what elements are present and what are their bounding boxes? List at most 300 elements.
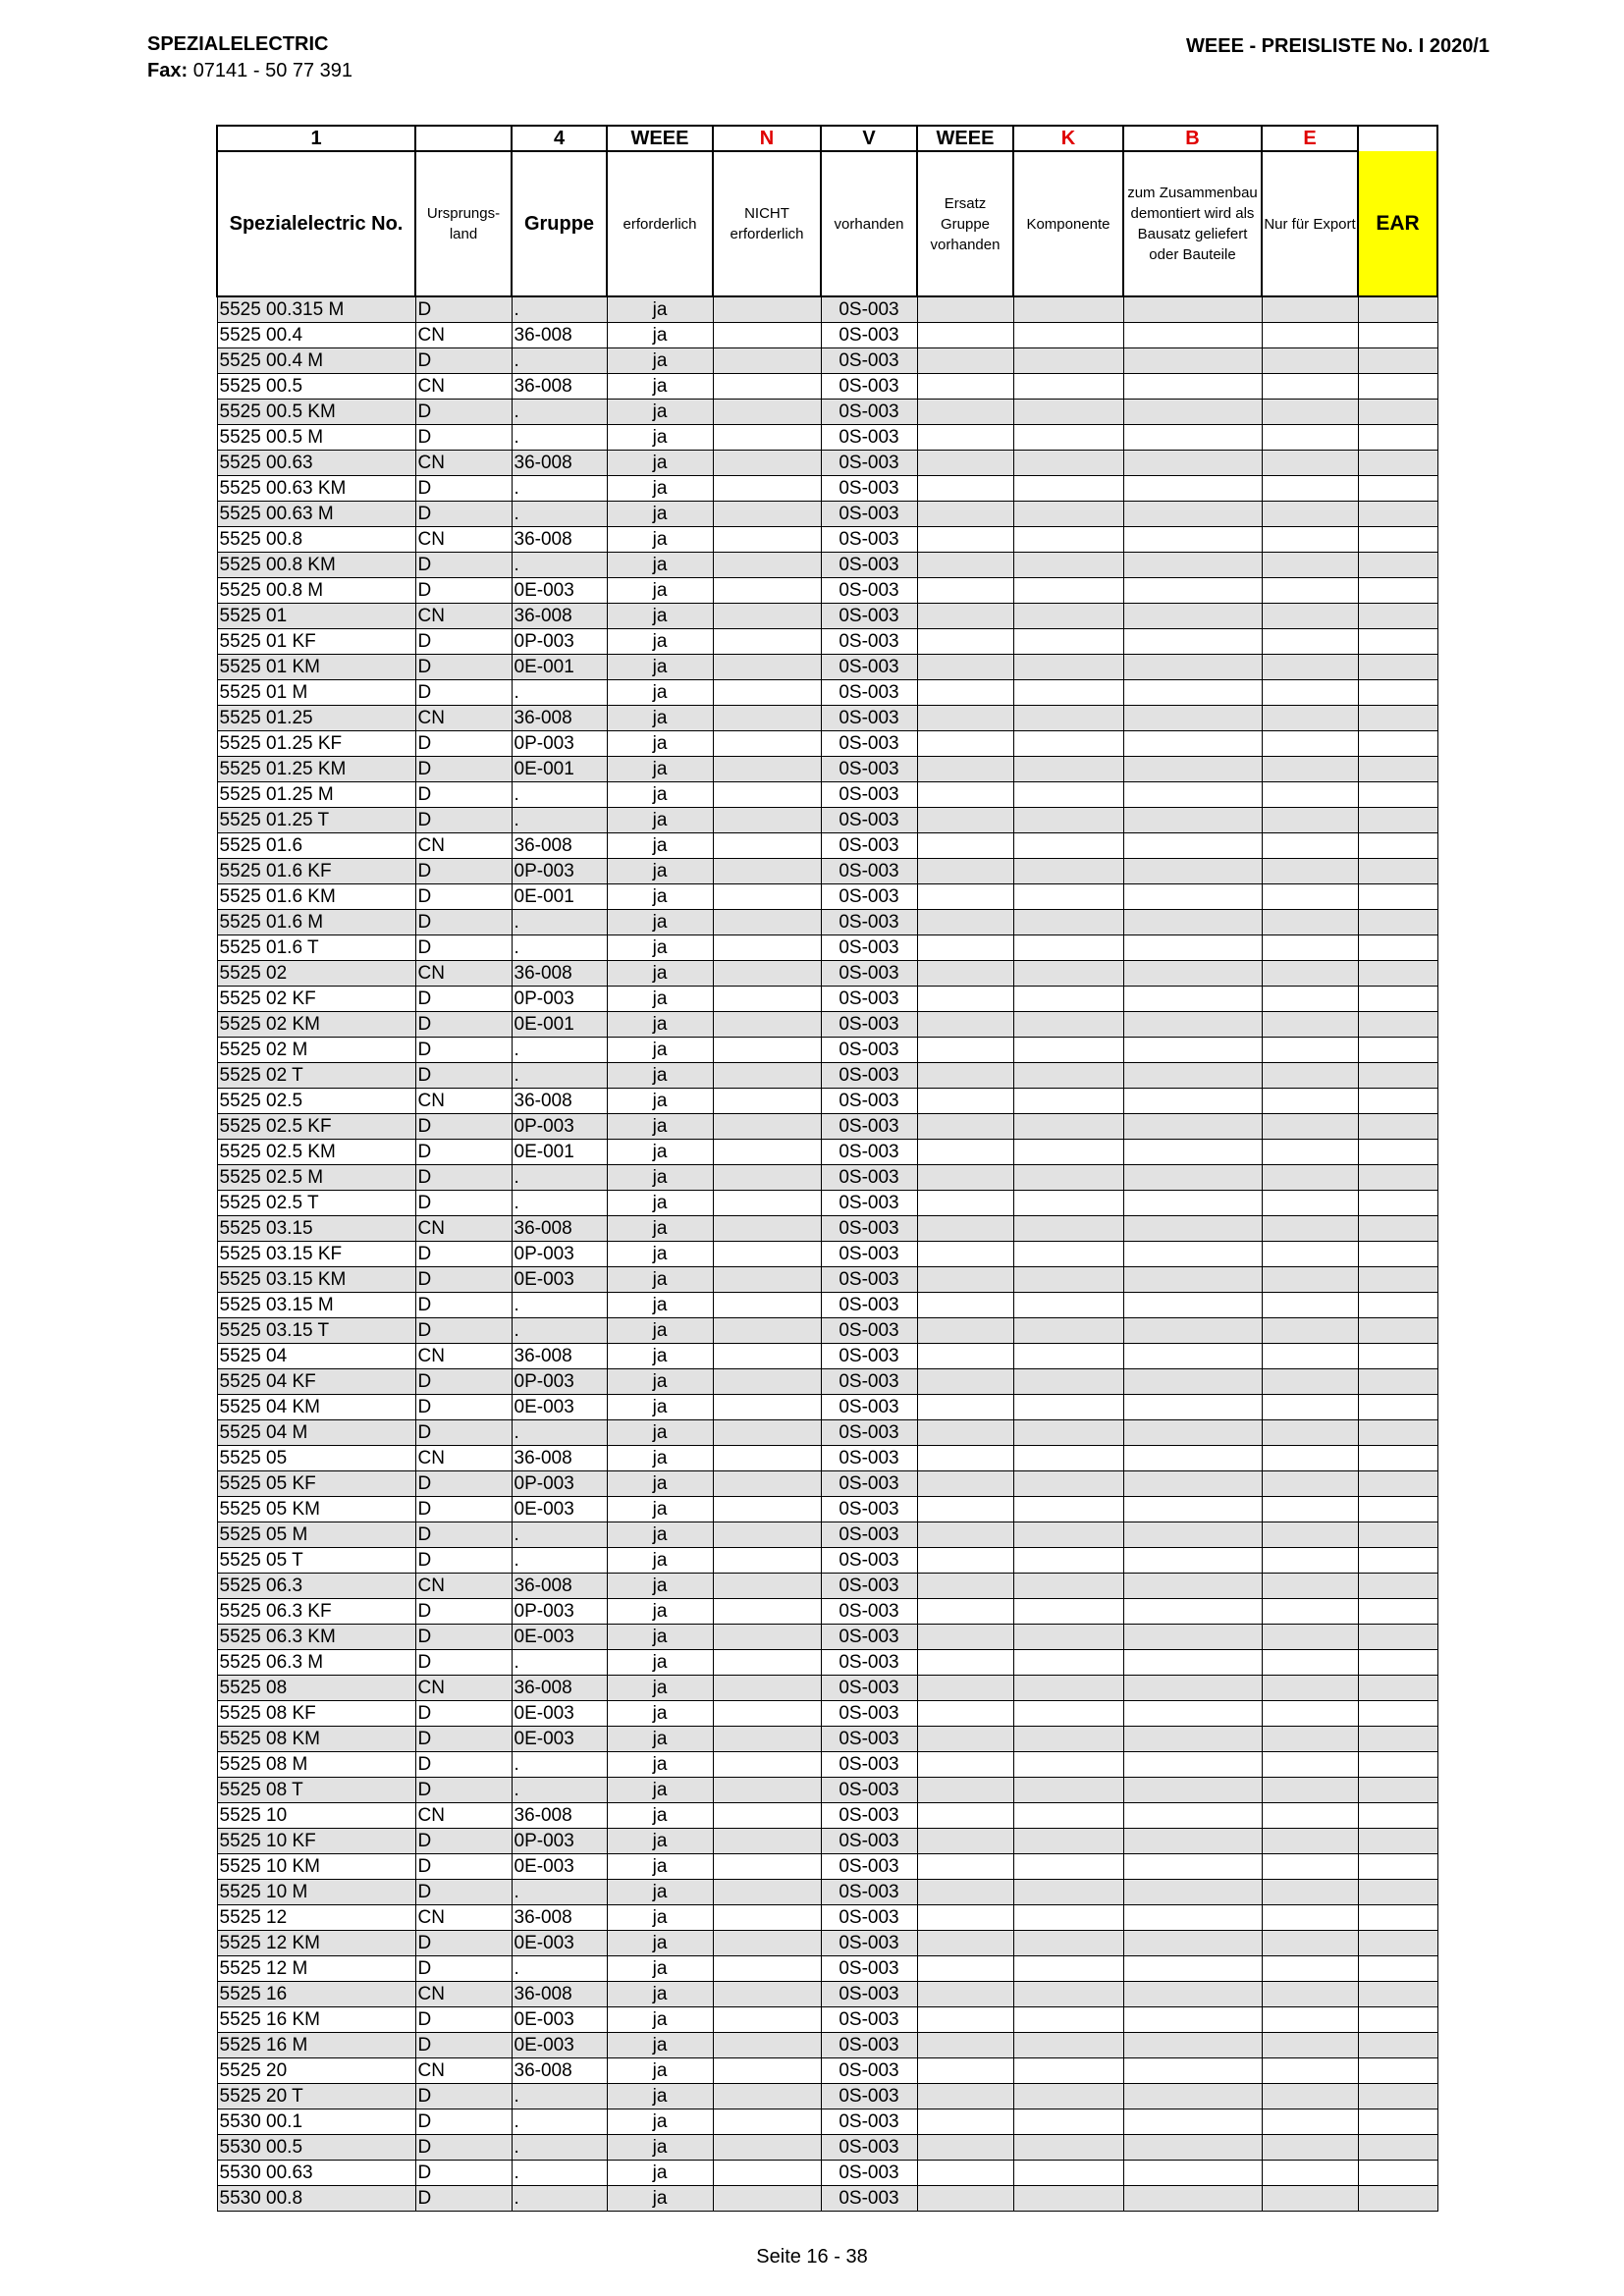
cell-not-required xyxy=(713,1701,821,1727)
cell-assembly xyxy=(1123,2186,1262,2212)
cell-replacement-group xyxy=(917,1140,1013,1165)
cell-article-no: 5525 00.8 xyxy=(217,527,415,553)
cell-export-only xyxy=(1262,476,1358,502)
cell-group: . xyxy=(512,1063,607,1089)
cell-article-no: 5525 03.15 T xyxy=(217,1318,415,1344)
cell-export-only xyxy=(1262,859,1358,884)
cell-replacement-group xyxy=(917,1548,1013,1574)
cell-export-only xyxy=(1262,987,1358,1012)
table-row xyxy=(217,2161,1437,2186)
cell-component xyxy=(1013,2186,1123,2212)
table-row xyxy=(217,706,1437,731)
cell-article-no: 5525 20 xyxy=(217,2058,415,2084)
cell-ear xyxy=(1358,884,1437,910)
cell-ear xyxy=(1358,296,1437,323)
cell-export-only xyxy=(1262,1293,1358,1318)
cell-origin: CN xyxy=(415,1089,512,1114)
cell-origin: D xyxy=(415,1369,512,1395)
code-cell-4: 4 xyxy=(512,126,607,151)
table-row xyxy=(217,2084,1437,2109)
cell-not-required xyxy=(713,1497,821,1522)
cell-replacement-group xyxy=(917,400,1013,425)
cell-component xyxy=(1013,1497,1123,1522)
cell-present: 0S-003 xyxy=(821,1063,917,1089)
cell-article-no: 5525 06.3 KF xyxy=(217,1599,415,1625)
cell-not-required xyxy=(713,961,821,987)
cell-export-only xyxy=(1262,323,1358,348)
cell-article-no: 5525 05 KF xyxy=(217,1471,415,1497)
cell-required: ja xyxy=(607,1650,713,1676)
cell-required: ja xyxy=(607,527,713,553)
cell-present: 0S-003 xyxy=(821,2007,917,2033)
cell-export-only xyxy=(1262,1140,1358,1165)
cell-present: 0S-003 xyxy=(821,1267,917,1293)
cell-article-no: 5525 02.5 xyxy=(217,1089,415,1114)
code-cell-2 xyxy=(415,126,512,151)
table-row xyxy=(217,1420,1437,1446)
cell-origin: D xyxy=(415,1267,512,1293)
cell-required: ja xyxy=(607,1982,713,2007)
cell-group: 36-008 xyxy=(512,1344,607,1369)
cell-component xyxy=(1013,1420,1123,1446)
cell-export-only xyxy=(1262,578,1358,604)
cell-required: ja xyxy=(607,1420,713,1446)
cell-origin: D xyxy=(415,1752,512,1778)
cell-origin: D xyxy=(415,884,512,910)
cell-assembly xyxy=(1123,961,1262,987)
cell-replacement-group xyxy=(917,987,1013,1012)
cell-article-no: 5525 03.15 KM xyxy=(217,1267,415,1293)
cell-present: 0S-003 xyxy=(821,2033,917,2058)
cell-article-no: 5525 10 M xyxy=(217,1880,415,1905)
cell-export-only xyxy=(1262,2033,1358,2058)
cell-ear xyxy=(1358,527,1437,553)
cell-component xyxy=(1013,1676,1123,1701)
cell-ear xyxy=(1358,348,1437,374)
cell-group: 36-008 xyxy=(512,1216,607,1242)
cell-origin: CN xyxy=(415,451,512,476)
cell-component xyxy=(1013,1701,1123,1727)
cell-present: 0S-003 xyxy=(821,884,917,910)
table-row xyxy=(217,1548,1437,1574)
cell-group: 0E-003 xyxy=(512,1727,607,1752)
cell-component xyxy=(1013,2033,1123,2058)
cell-replacement-group xyxy=(917,731,1013,757)
cell-ear xyxy=(1358,1114,1437,1140)
cell-replacement-group xyxy=(917,1242,1013,1267)
cell-component xyxy=(1013,2109,1123,2135)
cell-present: 0S-003 xyxy=(821,604,917,629)
cell-origin: D xyxy=(415,1038,512,1063)
cell-assembly xyxy=(1123,578,1262,604)
cell-replacement-group xyxy=(917,833,1013,859)
cell-component xyxy=(1013,1982,1123,2007)
cell-origin: D xyxy=(415,400,512,425)
cell-component xyxy=(1013,527,1123,553)
cell-export-only xyxy=(1262,425,1358,451)
cell-not-required xyxy=(713,655,821,680)
cell-present: 0S-003 xyxy=(821,527,917,553)
cell-assembly xyxy=(1123,1471,1262,1497)
cell-origin: D xyxy=(415,1522,512,1548)
cell-export-only xyxy=(1262,731,1358,757)
cell-component xyxy=(1013,1727,1123,1752)
cell-article-no: 5525 00.4 M xyxy=(217,348,415,374)
cell-component xyxy=(1013,1880,1123,1905)
cell-origin: D xyxy=(415,1293,512,1318)
cell-required: ja xyxy=(607,2058,713,2084)
cell-article-no: 5525 00.315 M xyxy=(217,296,415,323)
cell-origin: D xyxy=(415,2186,512,2212)
cell-replacement-group xyxy=(917,1599,1013,1625)
table-row xyxy=(217,1344,1437,1369)
cell-export-only xyxy=(1262,374,1358,400)
cell-present: 0S-003 xyxy=(821,578,917,604)
cell-present: 0S-003 xyxy=(821,1522,917,1548)
cell-not-required xyxy=(713,1803,821,1829)
cell-present: 0S-003 xyxy=(821,1778,917,1803)
cell-present: 0S-003 xyxy=(821,323,917,348)
cell-not-required xyxy=(713,1956,821,1982)
cell-article-no: 5525 01.25 M xyxy=(217,782,415,808)
cell-required: ja xyxy=(607,1497,713,1522)
cell-replacement-group xyxy=(917,1114,1013,1140)
table-row xyxy=(217,400,1437,425)
cell-origin: D xyxy=(415,1420,512,1446)
cell-export-only xyxy=(1262,1267,1358,1293)
cell-component xyxy=(1013,1599,1123,1625)
cell-group: . xyxy=(512,1778,607,1803)
cell-replacement-group xyxy=(917,1727,1013,1752)
cell-not-required xyxy=(713,2161,821,2186)
cell-replacement-group xyxy=(917,2109,1013,2135)
cell-origin: D xyxy=(415,1242,512,1267)
cell-article-no: 5525 00.63 KM xyxy=(217,476,415,502)
cell-component xyxy=(1013,1778,1123,1803)
cell-origin: D xyxy=(415,1880,512,1905)
cell-article-no: 5525 01.25 KF xyxy=(217,731,415,757)
cell-assembly xyxy=(1123,476,1262,502)
cell-article-no: 5525 01.6 KM xyxy=(217,884,415,910)
cell-origin: D xyxy=(415,1114,512,1140)
cell-replacement-group xyxy=(917,1420,1013,1446)
cell-group: 36-008 xyxy=(512,604,607,629)
cell-required: ja xyxy=(607,680,713,706)
cell-required: ja xyxy=(607,374,713,400)
cell-export-only xyxy=(1262,1012,1358,1038)
cell-group: 0E-003 xyxy=(512,1497,607,1522)
cell-required: ja xyxy=(607,1012,713,1038)
cell-export-only xyxy=(1262,1599,1358,1625)
cell-group: 0P-003 xyxy=(512,859,607,884)
cell-required: ja xyxy=(607,706,713,731)
cell-component xyxy=(1013,1267,1123,1293)
cell-required: ja xyxy=(607,1344,713,1369)
cell-present: 0S-003 xyxy=(821,1650,917,1676)
cell-group: . xyxy=(512,680,607,706)
cell-component xyxy=(1013,578,1123,604)
cell-present: 0S-003 xyxy=(821,1420,917,1446)
cell-ear xyxy=(1358,1701,1437,1727)
cell-group: 0P-003 xyxy=(512,731,607,757)
cell-group: 36-008 xyxy=(512,1905,607,1931)
cell-article-no: 5525 10 KF xyxy=(217,1829,415,1854)
cell-assembly xyxy=(1123,1420,1262,1446)
table-row xyxy=(217,502,1437,527)
cell-group: . xyxy=(512,1548,607,1574)
table-row xyxy=(217,1216,1437,1242)
cell-article-no: 5525 06.3 xyxy=(217,1574,415,1599)
cell-not-required xyxy=(713,833,821,859)
cell-not-required xyxy=(713,502,821,527)
cell-export-only xyxy=(1262,1318,1358,1344)
cell-assembly xyxy=(1123,1599,1262,1625)
cell-export-only xyxy=(1262,1803,1358,1829)
cell-present: 0S-003 xyxy=(821,348,917,374)
cell-assembly xyxy=(1123,731,1262,757)
cell-export-only xyxy=(1262,1982,1358,2007)
cell-article-no: 5525 02 T xyxy=(217,1063,415,1089)
cell-ear xyxy=(1358,1956,1437,1982)
table-row xyxy=(217,1574,1437,1599)
column-code-row xyxy=(217,126,1437,151)
cell-not-required xyxy=(713,2109,821,2135)
cell-component xyxy=(1013,1242,1123,1267)
cell-article-no: 5525 01 KM xyxy=(217,655,415,680)
cell-present: 0S-003 xyxy=(821,425,917,451)
cell-not-required xyxy=(713,2186,821,2212)
cell-origin: D xyxy=(415,1548,512,1574)
cell-group: 0P-003 xyxy=(512,1471,607,1497)
cell-ear xyxy=(1358,1727,1437,1752)
cell-assembly xyxy=(1123,1293,1262,1318)
cell-not-required xyxy=(713,1752,821,1778)
cell-replacement-group xyxy=(917,629,1013,655)
cell-article-no: 5525 05 T xyxy=(217,1548,415,1574)
cell-origin: D xyxy=(415,578,512,604)
cell-not-required xyxy=(713,2084,821,2109)
cell-group: . xyxy=(512,1522,607,1548)
cell-article-no: 5525 02 KF xyxy=(217,987,415,1012)
cell-group: 36-008 xyxy=(512,451,607,476)
cell-not-required xyxy=(713,451,821,476)
cell-assembly xyxy=(1123,1446,1262,1471)
cell-present: 0S-003 xyxy=(821,1344,917,1369)
cell-origin: D xyxy=(415,1778,512,1803)
cell-group: . xyxy=(512,2135,607,2161)
cell-present: 0S-003 xyxy=(821,1471,917,1497)
cell-origin: D xyxy=(415,935,512,961)
cell-present: 0S-003 xyxy=(821,1752,917,1778)
cell-article-no: 5525 06.3 KM xyxy=(217,1625,415,1650)
cell-origin: CN xyxy=(415,1676,512,1701)
cell-article-no: 5525 02.5 T xyxy=(217,1191,415,1216)
cell-ear xyxy=(1358,451,1437,476)
cell-assembly xyxy=(1123,1114,1262,1140)
cell-assembly xyxy=(1123,2058,1262,2084)
table-row xyxy=(217,1625,1437,1650)
table-row xyxy=(217,374,1437,400)
cell-ear xyxy=(1358,1574,1437,1599)
cell-present: 0S-003 xyxy=(821,757,917,782)
cell-assembly xyxy=(1123,1982,1262,2007)
cell-present: 0S-003 xyxy=(821,502,917,527)
cell-origin: D xyxy=(415,808,512,833)
cell-article-no: 5525 20 T xyxy=(217,2084,415,2109)
cell-component xyxy=(1013,1395,1123,1420)
cell-ear xyxy=(1358,1242,1437,1267)
cell-origin: CN xyxy=(415,323,512,348)
cell-ear xyxy=(1358,1676,1437,1701)
cell-present: 0S-003 xyxy=(821,2058,917,2084)
cell-required: ja xyxy=(607,1522,713,1548)
cell-required: ja xyxy=(607,2135,713,2161)
cell-export-only xyxy=(1262,833,1358,859)
cell-not-required xyxy=(713,578,821,604)
cell-not-required xyxy=(713,1344,821,1369)
cell-origin: D xyxy=(415,655,512,680)
cell-export-only xyxy=(1262,1446,1358,1471)
cell-assembly xyxy=(1123,348,1262,374)
table-row xyxy=(217,1114,1437,1140)
cell-assembly xyxy=(1123,2007,1262,2033)
cell-required: ja xyxy=(607,1318,713,1344)
cell-assembly xyxy=(1123,323,1262,348)
cell-export-only xyxy=(1262,1701,1358,1727)
cell-present: 0S-003 xyxy=(821,1012,917,1038)
cell-export-only xyxy=(1262,553,1358,578)
cell-ear xyxy=(1358,1778,1437,1803)
cell-group: 36-008 xyxy=(512,1803,607,1829)
table-row xyxy=(217,1038,1437,1063)
cell-group: 0P-003 xyxy=(512,629,607,655)
cell-article-no: 5525 10 xyxy=(217,1803,415,1829)
table-row xyxy=(217,323,1437,348)
cell-required: ja xyxy=(607,757,713,782)
table-row xyxy=(217,2135,1437,2161)
table-row xyxy=(217,884,1437,910)
cell-ear xyxy=(1358,1497,1437,1522)
cell-replacement-group xyxy=(917,1446,1013,1471)
cell-assembly xyxy=(1123,1574,1262,1599)
cell-ear xyxy=(1358,987,1437,1012)
code-cell-n: N xyxy=(713,126,821,151)
cell-component xyxy=(1013,604,1123,629)
cell-group: . xyxy=(512,2109,607,2135)
cell-article-no: 5525 04 M xyxy=(217,1420,415,1446)
cell-not-required xyxy=(713,1727,821,1752)
table-row xyxy=(217,629,1437,655)
cell-export-only xyxy=(1262,296,1358,323)
cell-article-no: 5525 12 KM xyxy=(217,1931,415,1956)
cell-assembly xyxy=(1123,1395,1262,1420)
cell-not-required xyxy=(713,1140,821,1165)
table-row xyxy=(217,782,1437,808)
cell-group: 0P-003 xyxy=(512,1369,607,1395)
table-row xyxy=(217,1293,1437,1318)
cell-export-only xyxy=(1262,1497,1358,1522)
cell-ear xyxy=(1358,1829,1437,1854)
header-vorhanden: vorhanden xyxy=(821,151,917,296)
cell-component xyxy=(1013,987,1123,1012)
cell-origin: D xyxy=(415,680,512,706)
table-row xyxy=(217,1982,1437,2007)
cell-assembly xyxy=(1123,1829,1262,1854)
cell-export-only xyxy=(1262,1471,1358,1497)
cell-group: 36-008 xyxy=(512,1676,607,1701)
cell-origin: CN xyxy=(415,527,512,553)
cell-component xyxy=(1013,1344,1123,1369)
cell-required: ja xyxy=(607,2084,713,2109)
cell-not-required xyxy=(713,987,821,1012)
cell-origin: D xyxy=(415,1191,512,1216)
cell-not-required xyxy=(713,884,821,910)
cell-present: 0S-003 xyxy=(821,706,917,731)
cell-assembly xyxy=(1123,680,1262,706)
cell-ear xyxy=(1358,1982,1437,2007)
cell-required: ja xyxy=(607,1063,713,1089)
cell-required: ja xyxy=(607,833,713,859)
cell-ear xyxy=(1358,1267,1437,1293)
cell-component xyxy=(1013,1191,1123,1216)
cell-ear xyxy=(1358,731,1437,757)
cell-origin: D xyxy=(415,1727,512,1752)
cell-origin: D xyxy=(415,1012,512,1038)
cell-assembly xyxy=(1123,1854,1262,1880)
cell-present: 0S-003 xyxy=(821,1191,917,1216)
cell-assembly xyxy=(1123,1369,1262,1395)
cell-not-required xyxy=(713,1293,821,1318)
cell-export-only xyxy=(1262,1165,1358,1191)
cell-ear xyxy=(1358,502,1437,527)
cell-group: 36-008 xyxy=(512,323,607,348)
cell-not-required xyxy=(713,1216,821,1242)
cell-ear xyxy=(1358,553,1437,578)
cell-required: ja xyxy=(607,425,713,451)
cell-group: 0E-003 xyxy=(512,578,607,604)
cell-present: 0S-003 xyxy=(821,2161,917,2186)
cell-present: 0S-003 xyxy=(821,2186,917,2212)
cell-article-no: 5525 05 KM xyxy=(217,1497,415,1522)
cell-replacement-group xyxy=(917,1854,1013,1880)
cell-origin: D xyxy=(415,476,512,502)
cell-export-only xyxy=(1262,1089,1358,1114)
cell-component xyxy=(1013,476,1123,502)
cell-replacement-group xyxy=(917,425,1013,451)
cell-assembly xyxy=(1123,604,1262,629)
cell-not-required xyxy=(713,2058,821,2084)
table-row xyxy=(217,2109,1437,2135)
cell-component xyxy=(1013,2084,1123,2109)
cell-export-only xyxy=(1262,1242,1358,1267)
cell-component xyxy=(1013,833,1123,859)
cell-replacement-group xyxy=(917,2084,1013,2109)
cell-origin: D xyxy=(415,1395,512,1420)
cell-required: ja xyxy=(607,808,713,833)
cell-required: ja xyxy=(607,782,713,808)
table-row xyxy=(217,731,1437,757)
table-row xyxy=(217,1318,1437,1344)
cell-required: ja xyxy=(607,476,713,502)
cell-group: . xyxy=(512,425,607,451)
cell-replacement-group xyxy=(917,1216,1013,1242)
cell-present: 0S-003 xyxy=(821,2084,917,2109)
cell-group: 0P-003 xyxy=(512,987,607,1012)
cell-component xyxy=(1013,1956,1123,1982)
cell-required: ja xyxy=(607,1216,713,1242)
code-cell-v: V xyxy=(821,126,917,151)
cell-required: ja xyxy=(607,451,713,476)
